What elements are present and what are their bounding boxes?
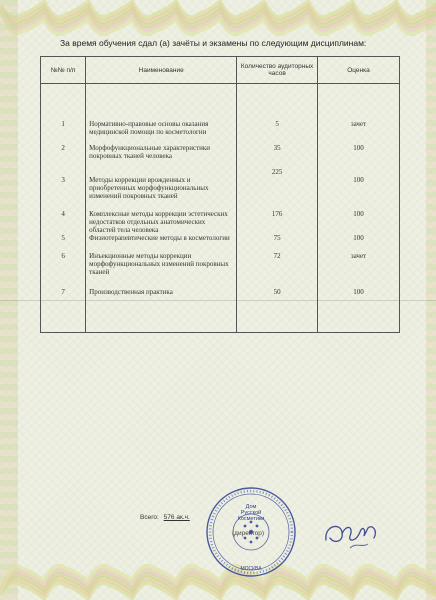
page-heading: За время обучения сдал (а) зачёты и экзамены по следующим дисциплинам:: [60, 38, 367, 48]
director-label: (директор): [232, 530, 265, 537]
total-hours: [140, 514, 190, 521]
row-hours: 75: [237, 234, 318, 242]
table-row: [41, 160, 400, 200]
row-name: Нормативно-правовые основы оказания медицинской помощи по косметологии: [86, 84, 237, 137]
row-hours: 225: [237, 160, 318, 200]
row-grade: зачет: [317, 84, 399, 137]
header-name: Наименование: [86, 57, 237, 84]
row-grade: 100: [317, 160, 399, 200]
stamp-line1: Дом: [245, 504, 257, 510]
stamp-city: МОСКВА: [240, 566, 262, 572]
row-num: 7: [41, 276, 86, 332]
row-grade: 100: [317, 136, 399, 160]
row-name: Методы коррекции врожденных и приобретенных морфофункциональных изменений покровных тканей: [86, 160, 237, 200]
row-name: Производственная практика: [86, 276, 237, 332]
row-grade: 100: [317, 234, 399, 242]
row-hours: 50: [237, 276, 318, 332]
header-hours: Количество аудиторных часов: [237, 57, 318, 84]
row-num: 6: [41, 242, 86, 276]
row-num: 3: [41, 160, 86, 200]
grades-table: [40, 56, 400, 333]
total-value: 576 ак.ч.: [163, 514, 190, 521]
header-grade: Оценка: [317, 57, 399, 84]
stamp-line2: Русской: [240, 510, 262, 516]
table-row: [41, 276, 400, 332]
table-row: [41, 84, 400, 137]
row-name: Физиотерапевтические методы в косметологии: [86, 234, 237, 242]
stamp-line3: Косметики: [237, 516, 265, 522]
table-row: [41, 136, 400, 160]
row-hours: 35: [237, 136, 318, 160]
row-grade: 100: [317, 276, 399, 332]
director-signature: [320, 514, 386, 554]
row-grade: зачет: [317, 242, 399, 276]
row-hours: 72: [237, 242, 318, 276]
row-hours: 176: [237, 200, 318, 234]
row-name: Комплексные методы коррекции эстетических недостатков отдельных анатомических областей тела человека: [86, 200, 237, 234]
table-header-row: [41, 57, 400, 84]
row-hours: 5: [237, 84, 318, 137]
total-label: Всего:: [140, 514, 159, 521]
row-grade: 100: [317, 200, 399, 234]
row-num: 1: [41, 84, 86, 137]
row-name: Инъекционные методы коррекции морфофункциональных изменений покровных тканей: [86, 242, 237, 276]
table-row: [41, 234, 400, 242]
table-row: [41, 242, 400, 276]
row-num: 4: [41, 200, 86, 234]
row-num: 5: [41, 234, 86, 242]
row-name: Морфофункциональные характеристики покровных тканей человека: [86, 136, 237, 160]
table-row: [41, 200, 400, 234]
row-num: 2: [41, 136, 86, 160]
header-num: №№ п/п: [41, 57, 86, 84]
